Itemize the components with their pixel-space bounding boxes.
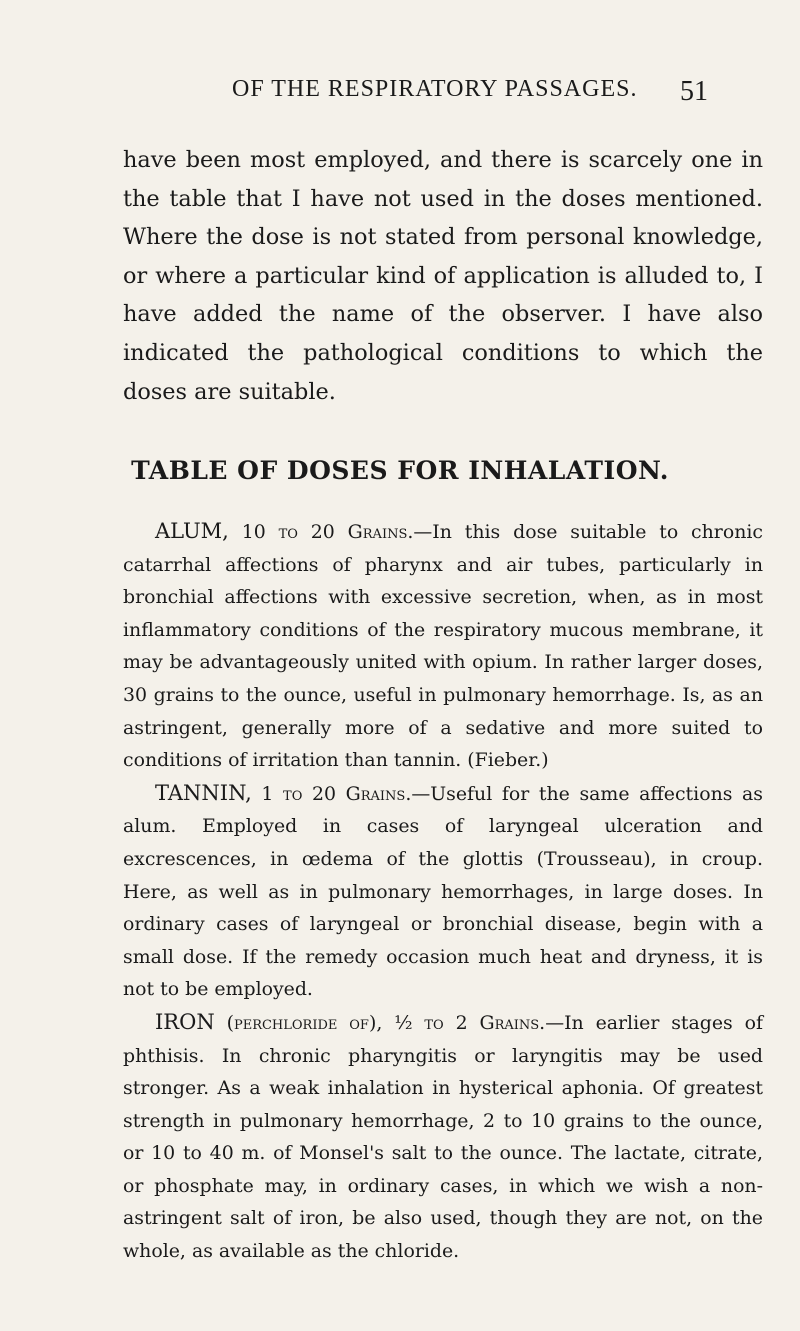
drug-name: ALUM, [155, 519, 229, 543]
drug-name: IRON [155, 1009, 215, 1034]
entry-tannin [123, 777, 763, 1006]
dose: 10 to 20 Grains. [228, 521, 414, 543]
entry-iron [123, 1006, 763, 1268]
dose-table [123, 515, 763, 1268]
intro-paragraph: have been most employed, and there is scarcely one in the table that I have not used in the doses mentioned. Where the dose is not stated from personal knowledge, or where a particular kind of application is alluded to, I have added the name of the observer. I have also indicated the pathological conditions to which the doses are suitable. [123, 147, 763, 405]
running-title: OF THE RESPIRATORY PASSAGES. [232, 76, 638, 102]
dose: (perchloride of), ½ to 2 Grains. [214, 1011, 546, 1034]
running-head [0, 76, 800, 110]
entry-text: —In this dose suitable to chronic catarrhal affections of pharynx and air tubes, particularly in bronchial affections with excessive secretion, when, as in most inflammatory conditions of the respiratory mucous membrane, it may be advantageously united with opium. In rather larger doses, 30 grains to the ounce, useful in pulmonary hemorrhage. Is, as an astringent, generally more of a sedative and more suited to conditions of irritation than tannin. (Fieber.) [123, 521, 763, 772]
section-heading: TABLE OF DOSES FOR INHALATION. [131, 456, 669, 485]
entry-text: —Useful for the same affections as alum. Employed in cases of laryngeal ulceration and excrescences, in œdema of the glottis (Trousseau), in croup. Here, as well as in pulmonary hemorrhages, in large doses. In ordinary cases of laryngeal or bronchial disease, begin with a small dose. If the remedy occasion much heat and dryness, it is not to be employed. [123, 782, 764, 1001]
page-number: 51 [680, 76, 708, 107]
dose: 1 to 20 Grains. [251, 782, 412, 805]
entry-text: —In earlier stages of phthisis. In chronic pharyngitis or laryngitis may be used stronger. As a weak inhalation in hysterical aphonia. Of greatest strength in pulmonary hemorrhage, 2 to 10 grains to the ounce, or 10 to 40 m. of Monsel's salt to the ounce. The lactate, citrate, or phosphate may, in ordinary cases, in which we wish a non-astringent salt of iron, be also used, though they are not, on the whole, as available as the chloride. [123, 1011, 763, 1263]
drug-name: TANNIN, [155, 780, 252, 805]
entry-alum [123, 515, 763, 777]
